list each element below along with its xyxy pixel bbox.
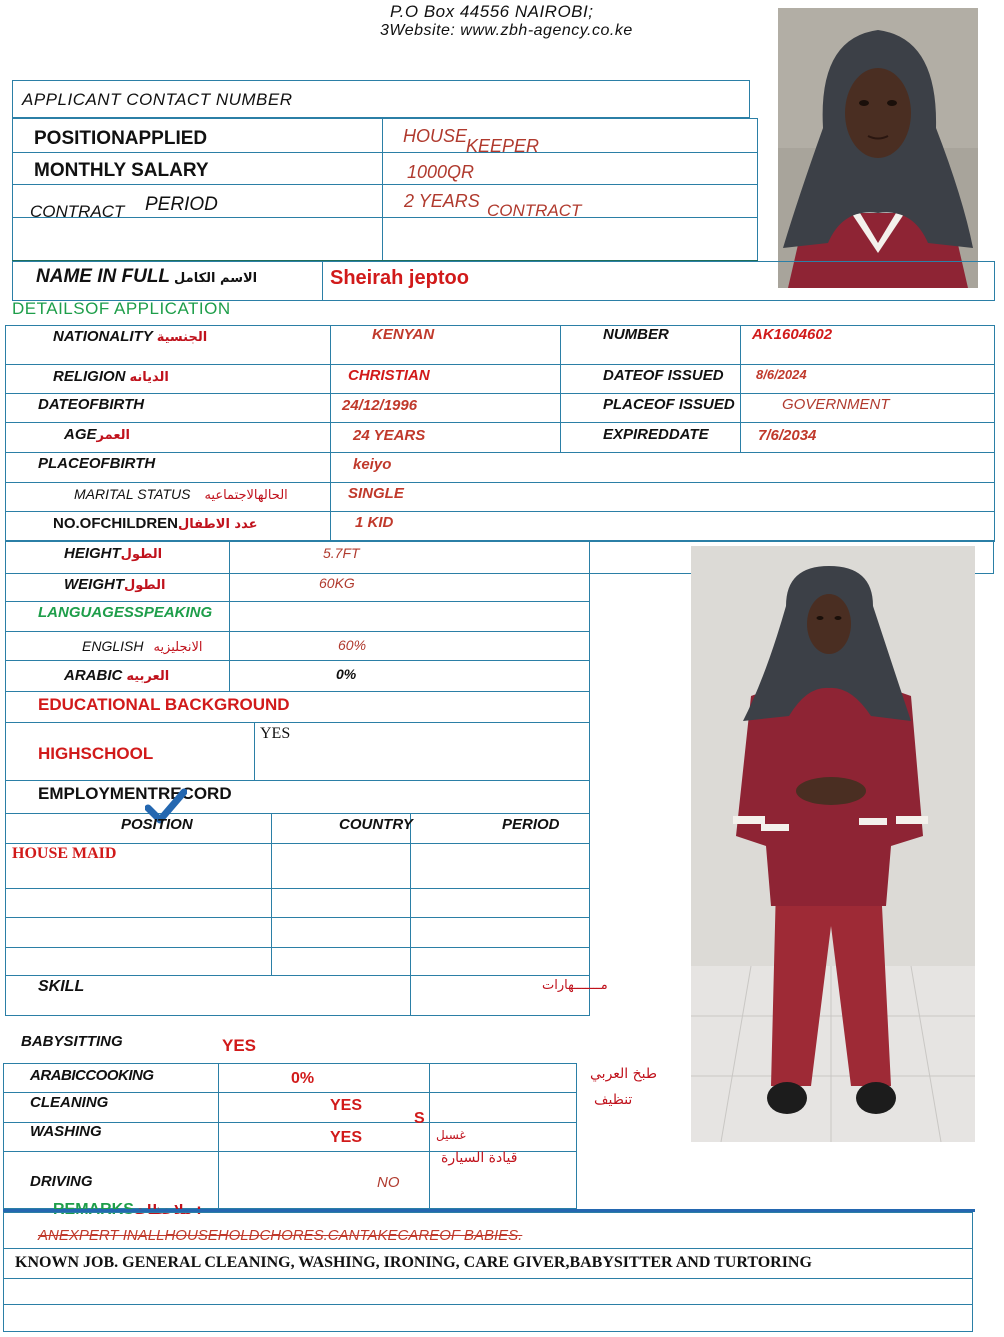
expire-date-label: EXPIREDDATE [603,426,709,443]
weight-label-ar: الطول [124,578,166,593]
date-issued-label: DATEOF ISSUED [603,367,724,384]
details-title: DETAILSOF APPLICATION [12,299,231,318]
english-label [82,638,203,655]
cleaning-value: YES [330,1097,363,1114]
applicant-contact-label: APPLICANT CONTACT NUMBER [22,90,293,109]
arabic-label-ar: العربيه [126,669,170,684]
babysitting-value: YES [222,1036,257,1055]
contract-value-2: CONTRACT [487,201,582,220]
contract-value-1: 2 YEARS [404,191,480,211]
passport-number-label: NUMBER [603,326,669,343]
remarks-label-ar: ملاحظات : [133,1203,202,1218]
remarks-box [3,1212,973,1332]
nationality-label-text: NATIONALITY [53,328,153,345]
portrait-photo [778,8,978,288]
height-label [64,545,162,562]
cleaning-label: CLEANING [30,1094,109,1111]
driving-value: NO [377,1174,400,1191]
nationality-label [53,328,207,345]
babysitting-label: BABYSITTING [21,1033,123,1050]
skill-label: SKILL [38,978,85,995]
religion-value: CHRISTIAN [348,367,430,384]
arabic-cooking-ar: طبخ العربي [590,1066,658,1082]
driving-label: DRIVING [30,1173,93,1190]
header-po-box: P.O Box 44556 NAIROBI; [390,2,594,21]
arabic-label [64,667,169,684]
languages-title: LANGUAGESSPEAKING [38,604,213,621]
position-applied-label: POSITIONAPPLIED [34,128,208,149]
weight-label-text: WEIGHT [64,576,124,593]
english-label-ar: الانجليزيه [153,640,203,655]
washing-label: WASHING [30,1123,102,1140]
age-value: 24 YEARS [353,427,426,444]
height-label-text: HEIGHT [64,545,121,562]
religion-label-text: RELIGION [53,368,126,385]
position-applied-value-2: KEEPER [466,136,540,156]
skill-label-ar: مـــــــهارات [542,978,608,993]
marital-status-label [74,486,288,503]
name-label-text: NAME IN FULL [36,266,171,287]
religion-label [53,368,169,385]
height-value: 5.7FT [323,545,360,561]
arabic-value: 0% [336,666,357,682]
age-label-text: AGE [64,426,97,443]
col-period-header: PERIOD [502,816,560,833]
english-value: 60% [338,637,367,653]
remarks-line1: ANEXPERT INALLHOUSEHOLDCHORES.CANTAKECAREOF BABIES. [38,1227,523,1244]
dob-label: DATEOFBIRTH [38,396,145,413]
dob-value: 24/12/1996 [342,397,418,414]
details-table [5,325,995,541]
pob-label: PLACEOFBIRTH [38,455,156,472]
children-value: 1 KID [355,514,394,531]
name-value: Sheirah jeptoo [330,267,469,289]
employment-row1-position: HOUSE MAID [12,845,117,862]
age-label-ar: العمر [96,428,130,443]
employment-title: EMPLOYMENTRECORD [38,784,232,803]
washing-ar: غسيل [436,1128,466,1142]
place-issued-label: PLACEOF ISSUED [603,396,735,413]
cleaning-ar: تنظيف [594,1092,633,1108]
religion-label-ar: الديانه [129,370,169,385]
remarks-label-text: REMARKS [53,1201,134,1218]
position-applied-value-1: HOUSE [403,126,468,146]
arabic-label-text: ARABIC [64,667,123,684]
arabic-cooking-value: 0% [291,1070,315,1087]
driving-ar: قيادة السيارة [441,1150,518,1166]
remarks-line2: KNOWN JOB. GENERAL CLEANING, WASHING, IRONING, CARE GIVER,BABYSITTER AND TURTORING [15,1254,812,1271]
marital-label-ar: الحالهالاجتماعيه [204,488,288,503]
weight-value: 60KG [319,575,355,591]
children-label [53,515,258,532]
expire-date-value: 7/6/2034 [758,427,817,444]
age-label [64,426,130,443]
children-label-ar: عدد الاطفال [178,517,258,532]
nationality-label-ar: الجنسية [156,330,208,345]
full-body-photo [691,546,975,1142]
monthly-salary-value: 1000QR [407,162,475,182]
monthly-salary-label: MONTHLY SALARY [34,160,209,181]
marital-status-value: SINGLE [348,485,404,502]
pob-value: keiyo [353,456,392,473]
date-issued-value: 8/6/2024 [756,367,807,382]
name-label [36,266,257,288]
place-issued-value: GOVERNMENT [782,396,890,413]
col-country-header: COUNTRY [339,816,413,833]
header-website: 3Website: www.zbh-agency.co.ke [380,22,633,39]
nationality-value: KENYAN [372,326,435,343]
contract-label-1: CONTRACT [30,202,125,221]
children-label-text: NO.OFCHILDREN [53,515,178,532]
washing-value: YES [330,1129,363,1146]
washing-extra: S [414,1110,425,1127]
highschool-value: YES [260,725,291,742]
arabic-cooking-label: ARABICCOOKING [30,1067,154,1084]
education-title: EDUCATIONAL BACKGROUND [38,695,290,714]
name-label-ar: الاسم الكامل [174,271,258,286]
height-label-ar: الطول [120,547,163,562]
weight-label [64,576,165,593]
marital-label-text: MARITAL STATUS [74,486,191,502]
col-position-header: POSITION [121,816,193,833]
english-label-text: ENGLISH [82,638,144,654]
passport-number-value: AK1604602 [752,326,833,343]
highschool-label: HIGHSCHOOL [38,744,154,763]
contract-label-2: PERIOD [145,194,218,215]
